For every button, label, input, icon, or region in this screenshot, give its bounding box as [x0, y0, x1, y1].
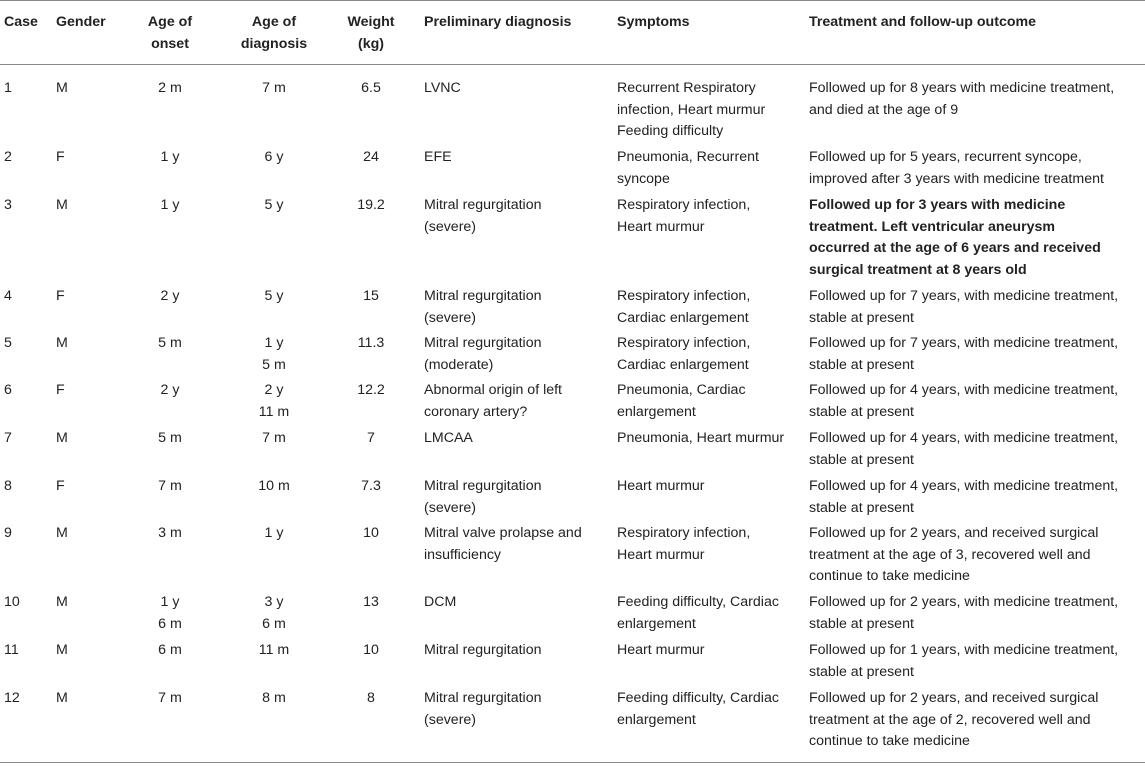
cell-diagnosis-age: 1 y [264, 525, 284, 541]
cell-gender: M [56, 80, 68, 96]
cell-prelim: Mitral regurgitation (severe) [424, 288, 542, 326]
header-treatment-outcome: Treatment and follow-up outcome [809, 14, 1037, 30]
cell-symptoms: Pneumonia, Recurrent syncope [617, 149, 759, 187]
cell-weight: 12.2 [357, 382, 385, 398]
cell-diagnosis-age: 6 y [264, 149, 284, 165]
cell-treatment: Followed up for 4 years, with medicine treatment, stable at present [809, 382, 1119, 420]
cell-weight: 8 [367, 690, 375, 706]
cell-diagnosis-age: 5 y [264, 288, 284, 304]
cell-weight: 15 [363, 288, 379, 304]
cell-onset: 6 m [158, 642, 182, 658]
cell-prelim: Mitral regurgitation (moderate) [424, 335, 542, 373]
cell-diagnosis-age: 7 m [262, 430, 286, 446]
cell-symptoms: Pneumonia, Cardiac enlargement [617, 382, 746, 420]
cell-weight: 24 [363, 149, 379, 165]
cell-onset: 2 m [158, 80, 182, 96]
cell-treatment: Followed up for 1 years, with medicine treatment, stable at present [809, 642, 1119, 680]
cell-treatment: Followed up for 4 years, with medicine treatment, stable at present [809, 430, 1119, 468]
cell-gender: M [56, 642, 68, 658]
cell-diagnosis-age: 10 m [258, 478, 290, 494]
cell-onset: 5 m [158, 430, 182, 446]
cell-onset: 1 y [160, 149, 180, 165]
cell-gender: F [56, 149, 65, 165]
cell-onset: 5 m [158, 335, 182, 351]
cell-treatment: Followed up for 7 years, with medicine treatment, stable at present [809, 288, 1119, 326]
cell-treatment: Followed up for 8 years with medicine treatment, and died at the age of 9 [809, 80, 1115, 118]
cell-prelim: Mitral regurgitation (severe) [424, 197, 542, 235]
cell-symptoms: Respiratory infection, Heart murmur [617, 197, 751, 235]
cell-diagnosis-age: 7 m [262, 80, 286, 96]
cell-symptoms: Heart murmur [617, 478, 705, 494]
cell-onset: 3 m [158, 525, 182, 541]
cell-symptoms: Respiratory infection, Cardiac enlargement [617, 335, 751, 373]
cell-symptoms: Respiratory infection, Cardiac enlargement [617, 288, 751, 326]
header-symptoms: Symptoms [617, 14, 690, 30]
cell-case: 10 [4, 594, 20, 610]
cell-gender: M [56, 197, 68, 213]
cell-case: 6 [4, 382, 12, 398]
cell-diagnosis-age: 5 y [264, 197, 284, 213]
cell-weight: 10 [363, 525, 379, 541]
table-bottom-rule [0, 762, 1145, 763]
cell-treatment: Followed up for 2 years, and received surgical treatment at the age of 3, recovered well and continue to take medicine [809, 525, 1099, 584]
cell-gender: M [56, 594, 68, 610]
cell-onset: 2 y [160, 382, 180, 398]
cell-case: 3 [4, 197, 12, 213]
cell-case: 8 [4, 478, 12, 494]
cell-case: 11 [4, 642, 19, 658]
cell-onset: 7 m [158, 690, 182, 706]
cell-diagnosis-age: 3 y 6 m [262, 594, 286, 632]
cell-symptoms: Heart murmur [617, 642, 705, 658]
cell-case: 1 [4, 80, 12, 96]
cell-symptoms: Pneumonia, Heart murmur [617, 430, 785, 446]
cell-diagnosis-age: 11 m [258, 642, 290, 658]
cell-prelim: DCM [424, 594, 457, 610]
cell-diagnosis-age: 8 m [262, 690, 286, 706]
cell-symptoms: Respiratory infection, Heart murmur [617, 525, 751, 563]
cell-prelim: Mitral valve prolapse and insufficiency [424, 525, 582, 563]
cell-prelim: LVNC [424, 80, 461, 96]
cell-case: 7 [4, 430, 12, 446]
cell-gender: M [56, 335, 68, 351]
header-case: Case [4, 14, 38, 30]
cell-prelim: Abnormal origin of left coronary artery? [424, 382, 563, 420]
cell-treatment: Followed up for 7 years, with medicine treatment, stable at present [809, 335, 1119, 373]
header-bottom-rule [0, 64, 1145, 65]
cell-weight: 7.3 [361, 478, 381, 494]
header-weight: Weight (kg) [347, 14, 395, 52]
cell-prelim: Mitral regurgitation (severe) [424, 478, 542, 516]
cell-onset: 2 y [160, 288, 180, 304]
cell-treatment: Followed up for 2 years, and received surgical treatment at the age of 2, recovered well and continue to take medicine [809, 690, 1099, 749]
cell-treatment: Followed up for 2 years, with medicine treatment, stable at present [809, 594, 1119, 632]
cell-treatment: Followed up for 4 years, with medicine treatment, stable at present [809, 478, 1119, 516]
header-age-of-onset: Age of onset [147, 14, 193, 52]
cell-weight: 13 [363, 594, 379, 610]
cell-case: 4 [4, 288, 12, 304]
cell-prelim: Mitral regurgitation [424, 642, 542, 658]
cell-onset: 1 y 6 m [158, 594, 182, 632]
cell-gender: M [56, 430, 68, 446]
cell-gender: M [56, 690, 68, 706]
cell-gender: F [56, 288, 65, 304]
cell-weight: 7 [367, 430, 375, 446]
cell-prelim: EFE [424, 149, 452, 165]
header-gender: Gender [56, 14, 106, 30]
cell-onset: 1 y [160, 197, 180, 213]
cell-symptoms: Recurrent Respiratory infection, Heart murmur Feeding difficulty [617, 80, 766, 139]
cell-symptoms: Feeding difficulty, Cardiac enlargement [617, 690, 779, 728]
cell-symptoms: Feeding difficulty, Cardiac enlargement [617, 594, 779, 632]
cell-diagnosis-age: 2 y 11 m [258, 382, 290, 420]
cell-treatment: Followed up for 5 years, recurrent syncope, improved after 3 years with medicine treatment [809, 149, 1104, 187]
table-top-rule [0, 0, 1145, 1]
cell-weight: 6.5 [361, 80, 381, 96]
cell-gender: M [56, 525, 68, 541]
cell-prelim: LMCAA [424, 430, 473, 446]
cell-onset: 7 m [158, 478, 182, 494]
cell-case: 2 [4, 149, 12, 165]
cell-case: 9 [4, 525, 12, 541]
cell-weight: 10 [363, 642, 379, 658]
cell-gender: F [56, 478, 65, 494]
cell-treatment: Followed up for 3 years with medicine treatment. Left ventricular aneurysm occurred at the age of 6 years and received surgical treatment at 8 years old [809, 197, 1101, 278]
cell-diagnosis-age: 1 y 5 m [262, 335, 286, 373]
cell-prelim: Mitral regurgitation (severe) [424, 690, 542, 728]
header-preliminary-diagnosis: Preliminary diagnosis [424, 14, 572, 30]
cell-weight: 11.3 [357, 335, 385, 351]
cell-case: 12 [4, 690, 20, 706]
cell-case: 5 [4, 335, 12, 351]
header-age-of-diagnosis: Age of diagnosis [240, 14, 308, 52]
cell-gender: F [56, 382, 65, 398]
cell-weight: 19.2 [357, 197, 385, 213]
